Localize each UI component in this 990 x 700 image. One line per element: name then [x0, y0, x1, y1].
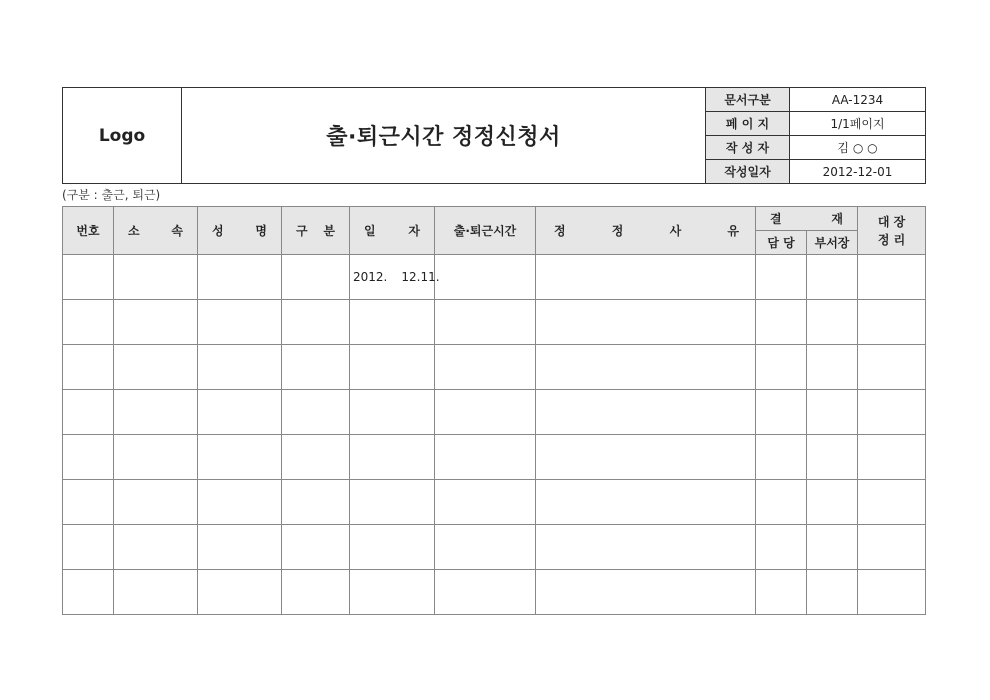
- cell-name[interactable]: [198, 480, 282, 525]
- table-row: [63, 570, 926, 615]
- cell-name[interactable]: [198, 435, 282, 480]
- cell-date[interactable]: [350, 570, 435, 615]
- meta-label-date: 작성일자: [706, 160, 790, 184]
- date-year: 2012.: [353, 270, 388, 284]
- cell-ledger[interactable]: [858, 300, 926, 345]
- cell-dept[interactable]: [114, 570, 198, 615]
- cell-type[interactable]: [282, 480, 350, 525]
- col-header-type: 구 분: [282, 207, 350, 255]
- cell-type[interactable]: [282, 435, 350, 480]
- cell-time[interactable]: [435, 525, 536, 570]
- meta-value-date: 2012-12-01: [790, 160, 926, 184]
- cell-approval-manager[interactable]: [807, 570, 858, 615]
- cell-no[interactable]: [63, 255, 114, 300]
- table-row: [63, 390, 926, 435]
- cell-type[interactable]: [282, 570, 350, 615]
- logo: Logo: [63, 88, 182, 184]
- col-header-no: 번호: [63, 207, 114, 255]
- cell-date[interactable]: [350, 345, 435, 390]
- cell-name[interactable]: [198, 570, 282, 615]
- cell-dept[interactable]: [114, 525, 198, 570]
- table-row: [63, 345, 926, 390]
- table-row: [63, 255, 926, 300]
- cell-reason[interactable]: [536, 390, 756, 435]
- cell-approval-staff[interactable]: [756, 255, 807, 300]
- col-header-dept: 소 속: [114, 207, 198, 255]
- cell-type[interactable]: [282, 300, 350, 345]
- cell-ledger[interactable]: [858, 345, 926, 390]
- col-header-approval: 결 재: [756, 207, 858, 231]
- table-row: [63, 525, 926, 570]
- cell-dept[interactable]: [114, 435, 198, 480]
- table-row: [63, 300, 926, 345]
- cell-ledger[interactable]: [858, 525, 926, 570]
- cell-dept[interactable]: [114, 300, 198, 345]
- cell-date[interactable]: [350, 525, 435, 570]
- cell-name[interactable]: [198, 390, 282, 435]
- cell-ledger[interactable]: [858, 390, 926, 435]
- cell-approval-manager[interactable]: [807, 435, 858, 480]
- document-title: 출·퇴근시간 정정신청서: [182, 88, 706, 184]
- cell-reason[interactable]: [536, 345, 756, 390]
- cell-time[interactable]: [435, 480, 536, 525]
- cell-approval-manager[interactable]: [807, 345, 858, 390]
- cell-date[interactable]: [350, 300, 435, 345]
- cell-dept[interactable]: [114, 480, 198, 525]
- cell-dept[interactable]: [114, 390, 198, 435]
- col-header-name: 성 명: [198, 207, 282, 255]
- meta-label-doc-type: 문서구분: [706, 88, 790, 112]
- cell-type[interactable]: [282, 390, 350, 435]
- cell-time[interactable]: [435, 570, 536, 615]
- cell-date[interactable]: [350, 435, 435, 480]
- col-header-reason: 정 정 사 유: [536, 207, 756, 255]
- col-header-date: 일 자: [350, 207, 435, 255]
- cell-approval-staff[interactable]: [756, 300, 807, 345]
- cell-reason[interactable]: [536, 570, 756, 615]
- cell-reason[interactable]: [536, 255, 756, 300]
- col-header-ledger: 대 장 정 리: [858, 207, 926, 255]
- cell-approval-manager[interactable]: [807, 480, 858, 525]
- cell-dept[interactable]: [114, 255, 198, 300]
- correction-request-table: [62, 206, 926, 615]
- cell-type[interactable]: [282, 345, 350, 390]
- cell-no[interactable]: [63, 390, 114, 435]
- cell-date[interactable]: [350, 390, 435, 435]
- cell-approval-manager[interactable]: [807, 255, 858, 300]
- cell-ledger[interactable]: [858, 480, 926, 525]
- cell-no[interactable]: [63, 480, 114, 525]
- cell-no[interactable]: [63, 345, 114, 390]
- cell-approval-staff[interactable]: [756, 525, 807, 570]
- meta-value-page: 1/1페이지: [790, 112, 926, 136]
- meta-value-author: 김 ○ ○: [790, 136, 926, 160]
- cell-date[interactable]: [350, 480, 435, 525]
- cell-approval-staff[interactable]: [756, 345, 807, 390]
- cell-approval-staff[interactable]: [756, 570, 807, 615]
- cell-time[interactable]: [435, 255, 536, 300]
- cell-time[interactable]: [435, 345, 536, 390]
- cell-name[interactable]: [198, 525, 282, 570]
- cell-name[interactable]: [198, 300, 282, 345]
- cell-approval-manager[interactable]: [807, 390, 858, 435]
- meta-value-doc-type: AA-1234: [790, 88, 926, 112]
- cell-reason[interactable]: [536, 525, 756, 570]
- cell-dept[interactable]: [114, 345, 198, 390]
- cell-time[interactable]: [435, 300, 536, 345]
- cell-reason[interactable]: [536, 300, 756, 345]
- cell-type[interactable]: [282, 255, 350, 300]
- date-month-day: 12.11.: [401, 270, 440, 284]
- cell-date[interactable]: [350, 255, 440, 300]
- cell-name[interactable]: [198, 345, 282, 390]
- cell-time[interactable]: [435, 390, 536, 435]
- table-row: [63, 480, 926, 525]
- cell-ledger[interactable]: [858, 570, 926, 615]
- cell-approval-staff[interactable]: [756, 435, 807, 480]
- cell-name[interactable]: [198, 255, 282, 300]
- cell-ledger[interactable]: [858, 435, 926, 480]
- cell-ledger[interactable]: [858, 255, 926, 300]
- col-header-approval-staff: 담 당: [756, 231, 807, 255]
- category-note: (구분 : 출근, 퇴근): [62, 188, 161, 202]
- meta-label-page: 페 이 지: [706, 112, 790, 136]
- cell-no[interactable]: [63, 570, 114, 615]
- cell-no[interactable]: [63, 435, 114, 480]
- cell-approval-staff[interactable]: [756, 390, 807, 435]
- cell-time[interactable]: [435, 435, 536, 480]
- cell-approval-manager[interactable]: [807, 525, 858, 570]
- table-row: [63, 435, 926, 480]
- cell-no[interactable]: [63, 300, 114, 345]
- document-header: [62, 87, 926, 184]
- cell-no[interactable]: [63, 525, 114, 570]
- cell-approval-staff[interactable]: [756, 480, 807, 525]
- cell-reason[interactable]: [536, 480, 756, 525]
- col-header-time: 출·퇴근시간: [435, 207, 536, 255]
- cell-reason[interactable]: [536, 435, 756, 480]
- cell-type[interactable]: [282, 525, 350, 570]
- cell-approval-manager[interactable]: [807, 300, 858, 345]
- meta-label-author: 작 성 자: [706, 136, 790, 160]
- col-header-approval-manager: 부서장: [807, 231, 858, 255]
